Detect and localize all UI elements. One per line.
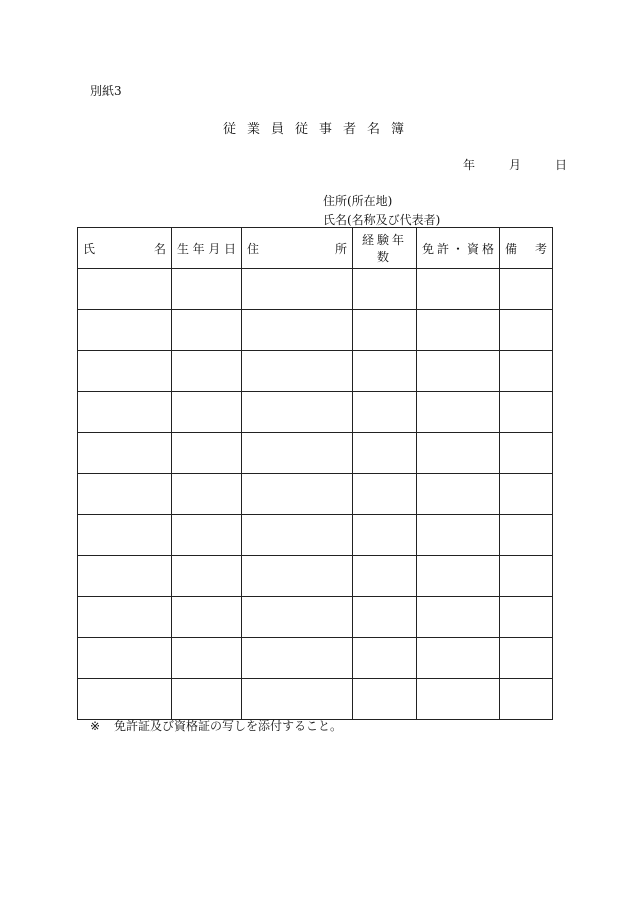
cell-experience[interactable]: [353, 474, 417, 515]
cell-address[interactable]: [242, 392, 353, 433]
header-license: 免 許 ・ 資 格: [417, 228, 500, 269]
cell-license[interactable]: [417, 515, 500, 556]
cell-remarks[interactable]: [500, 474, 553, 515]
cell-address[interactable]: [242, 351, 353, 392]
cell-address[interactable]: [242, 679, 353, 720]
table-row: [78, 433, 553, 474]
cell-address[interactable]: [242, 597, 353, 638]
table-body: [78, 269, 553, 720]
cell-name[interactable]: [78, 433, 172, 474]
cell-name[interactable]: [78, 556, 172, 597]
cell-remarks[interactable]: [500, 392, 553, 433]
cell-license[interactable]: [417, 474, 500, 515]
cell-remarks[interactable]: [500, 638, 553, 679]
cell-license[interactable]: [417, 269, 500, 310]
cell-birthdate[interactable]: [172, 638, 242, 679]
header-address: 住 所: [242, 228, 353, 269]
cell-experience[interactable]: [353, 433, 417, 474]
cell-experience[interactable]: [353, 556, 417, 597]
table-row: [78, 679, 553, 720]
cell-birthdate[interactable]: [172, 679, 242, 720]
cell-experience[interactable]: [353, 597, 417, 638]
annex-label: 別紙3: [90, 84, 122, 98]
document-title: 従業員従事者名簿: [222, 122, 415, 137]
cell-remarks[interactable]: [500, 351, 553, 392]
table-row: [78, 269, 553, 310]
cell-license[interactable]: [417, 556, 500, 597]
cell-license[interactable]: [417, 392, 500, 433]
header-experience: 経験年数: [353, 228, 417, 269]
table-row: [78, 597, 553, 638]
cell-name[interactable]: [78, 597, 172, 638]
cell-experience[interactable]: [353, 638, 417, 679]
cell-name[interactable]: [78, 638, 172, 679]
date-line: [463, 156, 567, 173]
cell-name[interactable]: [78, 515, 172, 556]
cell-license[interactable]: [417, 433, 500, 474]
cell-address[interactable]: [242, 433, 353, 474]
cell-address[interactable]: [242, 556, 353, 597]
cell-birthdate[interactable]: [172, 351, 242, 392]
table-row: [78, 351, 553, 392]
cell-experience[interactable]: [353, 392, 417, 433]
cell-name[interactable]: [78, 474, 172, 515]
cell-remarks[interactable]: [500, 269, 553, 310]
cell-experience[interactable]: [353, 310, 417, 351]
cell-license[interactable]: [417, 597, 500, 638]
address-label: 住所(所在地): [323, 194, 393, 208]
cell-remarks[interactable]: [500, 556, 553, 597]
cell-license[interactable]: [417, 679, 500, 720]
cell-remarks[interactable]: [500, 433, 553, 474]
cell-address[interactable]: [242, 638, 353, 679]
cell-experience[interactable]: [353, 515, 417, 556]
cell-name[interactable]: [78, 310, 172, 351]
date-day-label: 日: [555, 158, 568, 172]
cell-address[interactable]: [242, 474, 353, 515]
table-row: [78, 392, 553, 433]
employee-roster-table: [77, 227, 553, 720]
header-name: 氏 名: [78, 228, 172, 269]
cell-birthdate[interactable]: [172, 269, 242, 310]
table-row: [78, 638, 553, 679]
cell-name[interactable]: [78, 269, 172, 310]
table-row: [78, 474, 553, 515]
cell-birthdate[interactable]: [172, 392, 242, 433]
cell-address[interactable]: [242, 310, 353, 351]
cell-birthdate[interactable]: [172, 556, 242, 597]
date-year-label: 年: [463, 158, 476, 172]
cell-remarks[interactable]: [500, 515, 553, 556]
footnote: [90, 717, 342, 734]
cell-address[interactable]: [242, 515, 353, 556]
cell-experience[interactable]: [353, 351, 417, 392]
cell-remarks[interactable]: [500, 679, 553, 720]
header-birthdate: 生 年 月 日: [172, 228, 242, 269]
cell-birthdate[interactable]: [172, 515, 242, 556]
cell-license[interactable]: [417, 638, 500, 679]
cell-remarks[interactable]: [500, 597, 553, 638]
cell-birthdate[interactable]: [172, 597, 242, 638]
table-row: [78, 556, 553, 597]
table-header-row: [78, 228, 553, 269]
cell-name[interactable]: [78, 392, 172, 433]
name-label: 氏名(名称及び代表者): [323, 213, 441, 227]
cell-name[interactable]: [78, 351, 172, 392]
cell-birthdate[interactable]: [172, 474, 242, 515]
header-remarks: 備 考: [500, 228, 553, 269]
cell-name[interactable]: [78, 679, 172, 720]
cell-experience[interactable]: [353, 679, 417, 720]
cell-experience[interactable]: [353, 269, 417, 310]
cell-remarks[interactable]: [500, 310, 553, 351]
cell-license[interactable]: [417, 310, 500, 351]
date-month-label: 月: [509, 158, 522, 172]
footnote-text: 免許証及び資格証の写しを添付すること。: [114, 719, 343, 733]
cell-address[interactable]: [242, 269, 353, 310]
cell-license[interactable]: [417, 351, 500, 392]
table-row: [78, 515, 553, 556]
cell-birthdate[interactable]: [172, 433, 242, 474]
footnote-mark: ※: [90, 719, 101, 733]
cell-birthdate[interactable]: [172, 310, 242, 351]
table-row: [78, 310, 553, 351]
